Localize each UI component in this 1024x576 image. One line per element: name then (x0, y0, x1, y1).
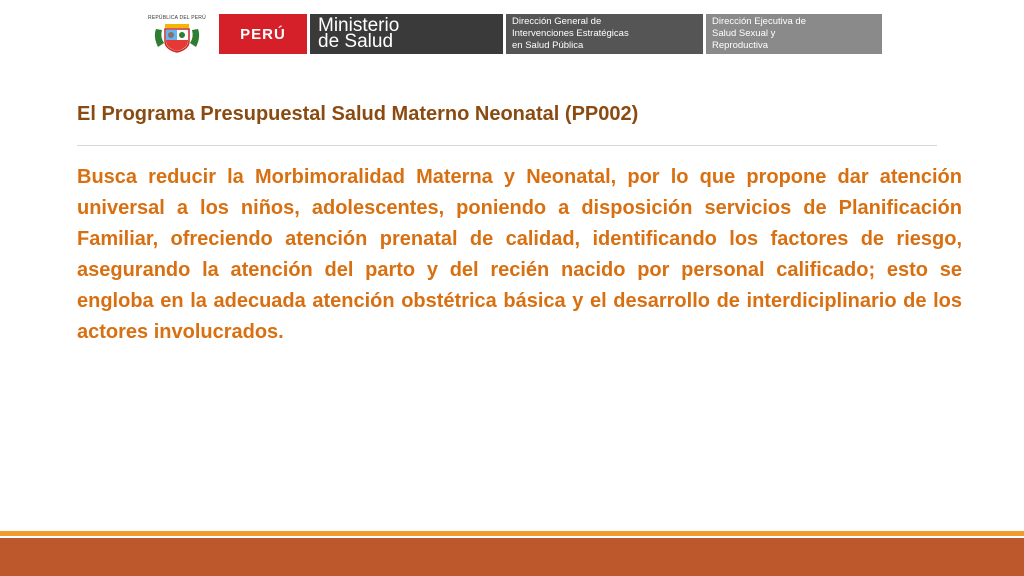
ministerio-line-1: Ministerio (318, 15, 400, 36)
dgiesp-line-2: Intervenciones Estratégicas (512, 28, 629, 39)
dessr-label (706, 14, 882, 54)
coat-of-arms-logo (143, 14, 211, 54)
footer-bar (0, 538, 1024, 576)
dgiesp-label (506, 14, 703, 54)
peru-label: PERÚ (219, 14, 307, 54)
dessr-line-1: Dirección Ejecutiva de (712, 16, 806, 27)
title-divider (77, 145, 937, 146)
dessr-line-3: Reproductiva (712, 40, 768, 51)
dgiesp-line-1: Dirección General de (512, 16, 602, 27)
dgiesp-line-3: en Salud Pública (512, 40, 584, 51)
institutional-header (143, 14, 882, 54)
slide-title: El Programa Presupuestal Salud Materno Neonatal (PP002) (77, 103, 639, 125)
slide-body-paragraph: Busca reducir la Morbimoralidad Materna y Neonatal, por lo que propone dar atención universal a los niños, adolescentes, poniendo a disposición servicios de Planificación Familiar, ofreciendo atención prenatal de calidad, identificando los factores de riesgo, asegurando la atención del parto y del recién nacido por personal calificado; esto se engloba en la adecuada atención obstétrica básica y el desarrollo de interdiciplinario de los actores involucrados. (77, 166, 962, 343)
crest-caption: REPÚBLICA DEL PERÚ (148, 15, 206, 21)
dessr-line-2: Salud Sexual y (712, 28, 776, 39)
ministerio-de-salud-logo (310, 14, 503, 54)
footer-accent-line (0, 531, 1024, 536)
coat-of-arms-icon (152, 21, 202, 53)
ministerio-line-2: de Salud (318, 31, 394, 52)
